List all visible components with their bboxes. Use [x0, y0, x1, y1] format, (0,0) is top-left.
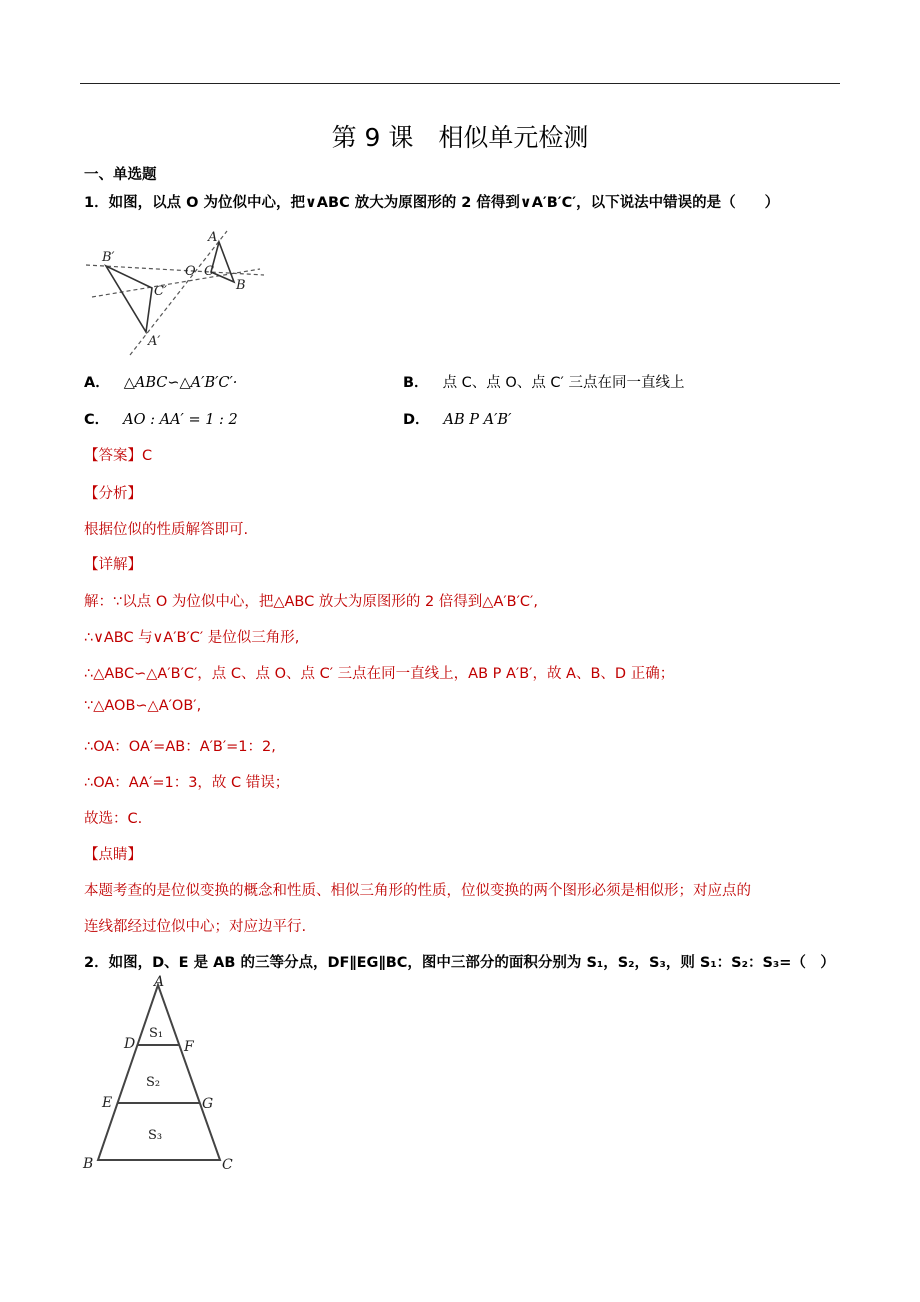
label-f: F — [184, 1039, 194, 1055]
option-a[interactable] — [84, 371, 237, 392]
label-g: G — [202, 1096, 214, 1112]
answer-line — [84, 444, 152, 465]
analysis-tag: 【分析】 — [84, 486, 142, 502]
label-a: A — [154, 975, 165, 990]
label-s2: S₂ — [146, 1075, 161, 1090]
label-b: B — [83, 1156, 94, 1172]
question-1-stem — [84, 191, 779, 212]
detail-line: ∴△ABC∽△A′B′C′，点 C、点 O、点 C′ 三点在同一直线上，AB P A′B′，故 A、B、D 正确； — [84, 666, 675, 682]
question-1-figure — [84, 225, 274, 360]
label-b-prime: B′ — [102, 250, 115, 265]
question-2-stem — [84, 951, 835, 972]
option-d[interactable] — [403, 408, 511, 429]
detail-line: 故选：C. — [84, 811, 143, 827]
detail-line: ∴∨ABC 与∨A′B′C′ 是位似三角形, — [84, 630, 300, 646]
option-label: A． — [84, 375, 110, 391]
question-2-figure — [80, 975, 245, 1175]
dashed-line-aa — [130, 231, 227, 355]
label-c: C — [204, 264, 214, 279]
option-text: △ABC∽△A′B′C′· — [123, 375, 238, 391]
header-rule — [80, 83, 840, 84]
answer-value: C — [142, 448, 153, 464]
detail-line: 解：∵以点 O 为位似中心，把△ABC 放大为原图形的 2 倍得到△A′B′C′, — [84, 594, 538, 610]
answer-tag: 【答案】 — [84, 448, 142, 464]
label-o: O — [185, 264, 196, 279]
page-title: 第 9 课 相似单元检测 — [331, 123, 589, 152]
detail-line: ∵△AOB∽△A′OB′, — [84, 698, 202, 714]
triangle-a1b1c1 — [106, 266, 152, 332]
option-text: 点 C、点 O、点 C′ 三点在同一直线上 — [442, 375, 685, 391]
question-text: 如图，以点 O 为位似中心，把∨ABC 放大为原图形的 2 倍得到∨A′B′C′，以下说法中错误的是（ ） — [108, 195, 780, 211]
option-text: AO : AA′ = 1 : 2 — [123, 412, 238, 428]
comment-line: 连线都经过位似中心；对应边平行. — [84, 919, 307, 935]
label-s3: S₃ — [148, 1128, 163, 1143]
option-b[interactable] — [403, 371, 684, 392]
label-b: B — [236, 278, 246, 293]
comment-tag: 【点睛】 — [84, 847, 142, 863]
option-c[interactable] — [84, 408, 238, 429]
detail-line: ∴OA：OA′=AB：A′B′=1：2, — [84, 739, 276, 755]
question-number: 2． — [84, 955, 109, 971]
analysis-text: 根据位似的性质解答即可. — [84, 522, 249, 538]
option-label: C． — [84, 412, 110, 428]
label-c-prime: C′ — [154, 284, 167, 299]
option-label: B． — [403, 375, 429, 391]
label-a-prime: A′ — [148, 334, 161, 349]
label-c: C — [222, 1157, 233, 1173]
comment-line: 本题考查的是位似变换的概念和性质、相似三角形的性质，位似变换的两个图形必须是相似形；对应点的 — [84, 883, 751, 899]
label-a: A — [208, 230, 218, 245]
question-number: 1． — [84, 195, 109, 211]
question-text: 如图，D、E 是 AB 的三等分点，DF∥EG∥BC，图中三部分的面积分别为 S₁，S₂，S₃，则 S₁：S₂：S₃=（ ） — [108, 955, 835, 971]
label-e: E — [102, 1095, 113, 1111]
detail-line: ∴OA：AA′=1：3，故 C 错误； — [84, 775, 290, 791]
label-d: D — [124, 1036, 136, 1052]
option-text: AB P A′B′ — [443, 412, 512, 428]
label-s1: S₁ — [149, 1026, 164, 1041]
detail-tag: 【详解】 — [84, 557, 142, 573]
section-heading: 一、单选题 — [84, 167, 157, 183]
option-label: D． — [403, 412, 430, 428]
